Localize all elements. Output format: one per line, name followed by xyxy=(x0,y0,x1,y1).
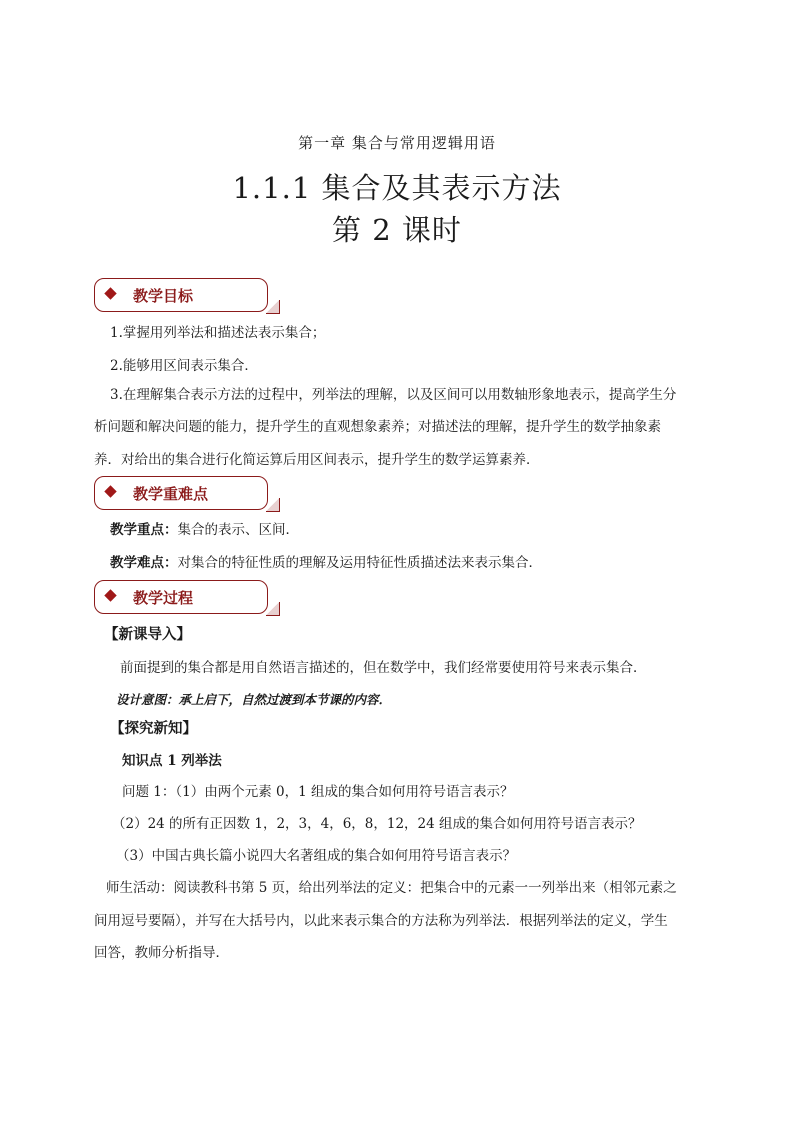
focus-text: 集合的表示、区间． xyxy=(177,522,299,538)
focus-label: 教学重点： xyxy=(110,522,178,538)
diamond-icon xyxy=(104,287,116,299)
diamond-icon xyxy=(104,589,116,601)
intro-text: 前面提到的集合都是用自然语言描述的，但在数学中，我们经常要使用符号来表示集合． xyxy=(120,660,647,676)
question-3: （3）中国古典长篇小说四大名著组成的集合如何用符号语言表示？ xyxy=(116,848,517,864)
difficulty-label: 教学难点： xyxy=(110,555,178,571)
section-keypoints-tail xyxy=(266,498,280,512)
question-1: 问题 1：（1）由两个元素 0，1 组成的集合如何用符号语言表示？ xyxy=(122,784,514,800)
activity-line: 师生活动：阅读教科书第 5 页，给出列举法的定义：把集合中的元素一一列举出来（相邻元素之 xyxy=(106,880,677,896)
section-goals-tail xyxy=(266,300,280,314)
difficulty-line xyxy=(110,554,542,572)
section-goals-heading: 教学目标 xyxy=(133,287,194,305)
focus-line xyxy=(110,521,299,539)
section-process-heading: 教学过程 xyxy=(133,589,194,607)
section-keypoints-heading: 教学重难点 xyxy=(133,485,209,503)
intro-heading: 【新课导入】 xyxy=(104,626,191,643)
knowledge-point-label: 知识点 1 列举法 xyxy=(122,753,222,769)
goal-item: 养．对给出的集合进行化简运算后用区间表示，提升学生的数学运算素养． xyxy=(94,452,540,468)
section-process-tail xyxy=(266,602,280,616)
goal-item: 2.能够用区间表示集合． xyxy=(110,358,258,374)
section-keypoints-box xyxy=(94,476,268,510)
explore-heading: 【探究新知】 xyxy=(110,720,197,737)
difficulty-text: 对集合的特征性质的理解及运用特征性质描述法来表示集合． xyxy=(177,555,542,571)
diamond-icon xyxy=(104,485,116,497)
activity-line: 回答，教师分析指导． xyxy=(94,945,229,961)
goal-item: 析问题和解决问题的能力，提升学生的直观想象素养；对描述法的理解，提升学生的数学抽象素 xyxy=(94,419,661,435)
chapter-heading: 第一章 集合与常用逻辑用语 xyxy=(298,134,496,152)
design-note: 设计意图：承上启下，自然过渡到本节课的内容． xyxy=(116,692,392,707)
goal-item: 1.掌握用列举法和描述法表示集合； xyxy=(110,325,326,341)
activity-line: 间用逗号要隔），并写在大括号内，以此来表示集合的方法称为列举法．根据列举法的定义，学生 xyxy=(94,913,668,929)
section-process-box xyxy=(94,580,268,614)
lesson-title: 1.1.1 集合及其表示方法 xyxy=(232,171,562,205)
lesson-subtitle: 第 2 课时 xyxy=(332,213,462,247)
section-goals-box xyxy=(94,278,268,312)
question-2: （2）24 的所有正因数 1，2，3，4，6，8，12，24 组成的集合如何用符号语言表示？ xyxy=(112,816,642,832)
goal-item: 3.在理解集合表示方法的过程中，列举法的理解，以及区间可以用数轴形象地表示，提高学生分 xyxy=(110,387,677,403)
